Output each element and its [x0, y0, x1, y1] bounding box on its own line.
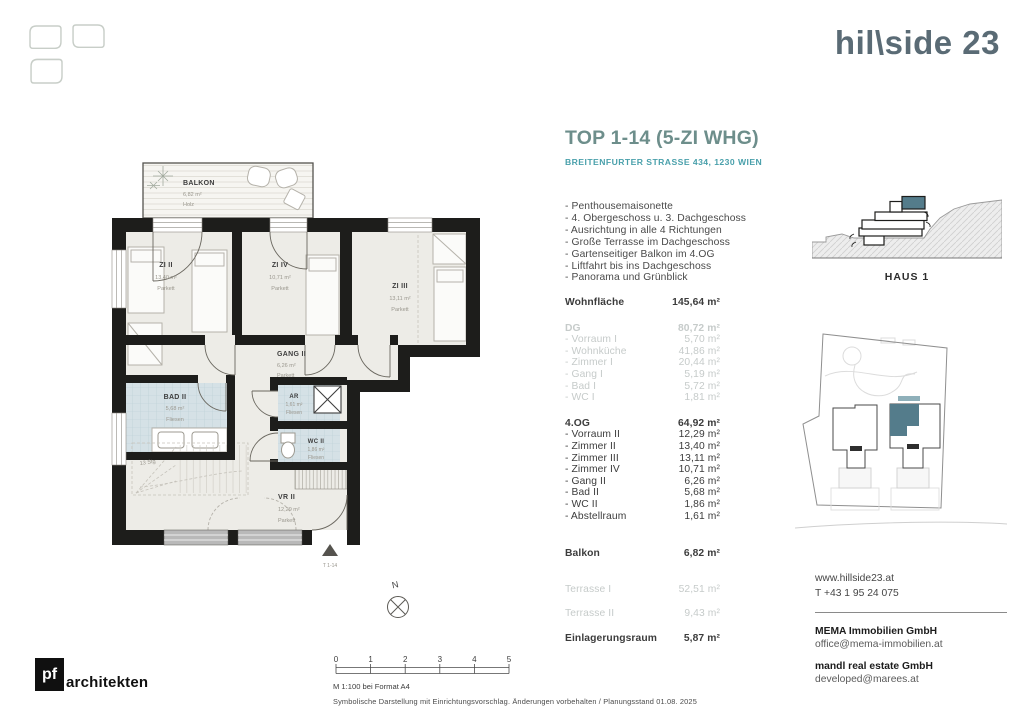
entrance-arrow — [322, 544, 338, 569]
area-row-label: Einlagerungsraum — [565, 632, 658, 644]
brand-wordmark: hil\side 23 — [834, 24, 1000, 61]
svg-text:10,71 m²: 10,71 m² — [269, 275, 291, 281]
wardrobe-vr2 — [295, 469, 347, 489]
svg-text:1,86 m²: 1,86 m² — [307, 447, 325, 453]
area-row-value: 1,61 m² — [684, 510, 720, 522]
area-row-value: 13,11 m² — [679, 452, 720, 464]
site-plan — [795, 330, 1007, 545]
area-row-value: 1,86 m² — [684, 498, 720, 510]
area-row-label: - Gang I — [565, 368, 604, 380]
wardrobe-zi3 — [433, 234, 466, 264]
svg-text:Fliesen: Fliesen — [166, 417, 184, 423]
contact-block — [815, 572, 1007, 686]
bed-zi3 — [434, 267, 466, 341]
stairs-label: 13 Stg — [139, 458, 157, 467]
svg-text:Parkett: Parkett — [157, 286, 175, 292]
area-row-value: 5,72 m² — [684, 380, 720, 392]
area-row-label: - Vorraum I — [565, 334, 618, 346]
area-row — [565, 464, 720, 476]
feature-item: - Penthousemaisonette — [565, 201, 673, 212]
entrance-opening — [312, 530, 347, 545]
area-row-value: 13,40 m² — [678, 440, 720, 452]
area-row-label: Balkon — [565, 548, 600, 560]
feature-item: - 4. Obergeschoss u. 3. Dachgeschoss — [565, 212, 747, 224]
area-row — [565, 548, 720, 560]
haus-label: HAUS 1 — [884, 271, 930, 283]
toilet-icon — [281, 433, 295, 458]
area-row-value: 41,86 m² — [678, 345, 720, 357]
area-row-value: 80,72 m² — [677, 322, 720, 334]
company-1: MEMA Immobilien GmbH — [815, 626, 938, 637]
area-row-label: - Wohnküche — [565, 345, 627, 357]
area-row-value: 5,19 m² — [684, 368, 720, 380]
area-row-label: Wohnfläche — [565, 297, 625, 308]
area-row-label: Terrasse I — [565, 583, 612, 595]
area-row-label: - WC I — [565, 392, 595, 404]
scale-number: 5 — [506, 655, 512, 664]
area-row — [565, 511, 720, 523]
area-row — [565, 429, 720, 441]
room-gang2-name: GANG II — [277, 351, 306, 358]
room-zi2-name: ZI II — [159, 262, 173, 269]
washer-icon — [314, 386, 341, 413]
svg-text:6,26 m²: 6,26 m² — [277, 363, 296, 369]
scale-number: 0 — [333, 655, 339, 664]
room-ar-name: AR — [289, 394, 299, 400]
area-row — [565, 418, 720, 430]
area-row — [565, 346, 720, 358]
area-row — [565, 392, 720, 404]
feature-item: - Liftfahrt bis ins Dachgeschoss — [565, 260, 712, 272]
area-row-label: - Gang II — [565, 475, 606, 487]
balcony-floor: Holz — [183, 202, 195, 208]
area-row-value: 20,44 m² — [678, 357, 720, 369]
svg-text:Fliesen: Fliesen — [285, 410, 303, 416]
highlighted-floor — [902, 197, 925, 210]
svg-text:Parkett: Parkett — [271, 286, 289, 292]
building-left-footprint — [833, 405, 877, 468]
feature-item: - Große Terrasse im Dachgeschoss — [565, 236, 730, 248]
area-row-label: 4.OG — [565, 417, 591, 429]
room-bad2-name: BAD II — [163, 394, 187, 401]
balcony — [143, 163, 313, 218]
area-row — [565, 334, 720, 346]
room-zi3-name: ZI III — [392, 283, 408, 290]
area-row-label: - Zimmer I — [565, 357, 613, 369]
svg-text:Parkett: Parkett — [278, 518, 296, 524]
area-row-value: 6,82 m² — [683, 548, 720, 560]
terrace-marker — [898, 396, 920, 401]
floor-plan — [100, 155, 520, 625]
scale-number: 2 — [402, 655, 408, 664]
company-2: mandl real estate GmbH — [815, 661, 933, 672]
area-row — [565, 633, 720, 645]
area-row — [565, 608, 720, 620]
area-row — [565, 297, 720, 309]
scale-bar — [333, 654, 515, 678]
leaf-logo-icon — [28, 22, 106, 98]
area-row-label: DG — [565, 322, 581, 334]
svg-text:5,68 m²: 5,68 m² — [165, 406, 185, 412]
area-row — [565, 441, 720, 453]
bed-zi2-right — [192, 250, 227, 332]
area-row — [565, 476, 720, 488]
feature-list — [565, 201, 825, 284]
street-line — [795, 522, 1007, 528]
balcony-name: BALKON — [183, 180, 215, 187]
area-row-label: - Bad II — [565, 487, 599, 499]
compass-icon — [388, 579, 409, 617]
area-row-label: - WC II — [565, 498, 598, 510]
building-section — [812, 182, 1002, 268]
area-row — [565, 453, 720, 465]
site-paths — [825, 338, 917, 396]
entrance-label: T 1-14 — [322, 563, 338, 569]
area-row-value: 145,64 m² — [672, 297, 720, 308]
area-row-value: 5,68 m² — [684, 487, 720, 499]
feature-item: - Panorama und Grünblick — [565, 272, 688, 284]
unit-address: BREITENFURTER STRASSE 434, 1230 WIEN — [565, 157, 763, 167]
area-row-label: - Vorraum II — [565, 429, 620, 441]
area-row — [565, 584, 720, 596]
area-row-label: - Abstellraum — [565, 510, 627, 522]
area-row — [565, 357, 720, 369]
room-vr2-name: VR II — [278, 494, 296, 501]
scale-number: 1 — [368, 655, 373, 664]
svg-text:13,11 m²: 13,11 m² — [389, 296, 411, 302]
website: www.hillside23.at — [815, 573, 894, 584]
architect-name: architekten — [66, 674, 149, 691]
svg-text:Parkett: Parkett — [277, 373, 295, 379]
area-row-value: 9,43 m² — [684, 608, 720, 620]
svg-text:Parkett: Parkett — [391, 307, 409, 313]
area-row-value: 5,70 m² — [684, 334, 720, 346]
balcony-area: 6,82 m² — [183, 192, 202, 198]
mid-terraces — [839, 468, 929, 488]
bed-zi4 — [306, 255, 339, 335]
area-row — [565, 323, 720, 335]
area-row-label: Terrasse II — [565, 608, 615, 620]
scale-number: 3 — [437, 655, 443, 664]
area-row-label: - Bad I — [565, 380, 597, 392]
area-row-value: 5,87 m² — [683, 632, 720, 644]
area-table — [565, 297, 720, 644]
email-1: office@mema-immobilien.at — [815, 639, 943, 650]
area-row-value: 12,29 m² — [678, 429, 720, 441]
area-row — [565, 487, 720, 499]
compass-n-label: N — [391, 579, 400, 591]
svg-text:1,61 m²: 1,61 m² — [285, 402, 303, 408]
area-row-value: 6,26 m² — [684, 475, 720, 487]
unit-title: TOP 1-14 (5-ZI WHG) — [565, 127, 759, 149]
room-wc2-name: WC II — [307, 439, 325, 445]
architect-logo — [35, 658, 148, 691]
architect-logo-mark: pf — [35, 658, 64, 691]
area-row-label: - Zimmer III — [565, 452, 619, 464]
scale-number: 4 — [472, 655, 477, 664]
area-row-value: 1,81 m² — [684, 392, 720, 404]
contact-divider — [815, 612, 1007, 613]
area-row-label: - Zimmer II — [565, 440, 616, 452]
area-row — [565, 369, 720, 381]
room-zi4-name: ZI IV — [271, 262, 289, 269]
feature-item: - Gartenseitiger Balkon im 4.OG — [565, 248, 715, 260]
scale-note: M 1:100 bei Format A4 — [333, 682, 410, 691]
area-row — [565, 381, 720, 393]
area-row-value: 10,71 m² — [678, 464, 720, 476]
disclaimer: Symbolische Darstellung mit Einrichtungsvorschlag. Änderungen vorbehalten / Planungsstand 01.08. 2025 — [333, 697, 697, 706]
svg-text:13,40 m²: 13,40 m² — [155, 275, 177, 281]
email-2: developed@marees.at — [815, 674, 919, 685]
svg-text:Fliesen: Fliesen — [307, 455, 325, 461]
phone: T +43 1 95 24 075 — [815, 587, 899, 599]
area-row — [565, 499, 720, 511]
area-row-value: 64,92 m² — [677, 417, 720, 429]
svg-text:12,29 m²: 12,29 m² — [278, 507, 300, 513]
area-row-value: 52,51 m² — [678, 583, 720, 595]
feature-item: - Ausrichtung in alle 4 Richtungen — [565, 224, 722, 236]
area-row-label: - Zimmer IV — [565, 464, 620, 476]
